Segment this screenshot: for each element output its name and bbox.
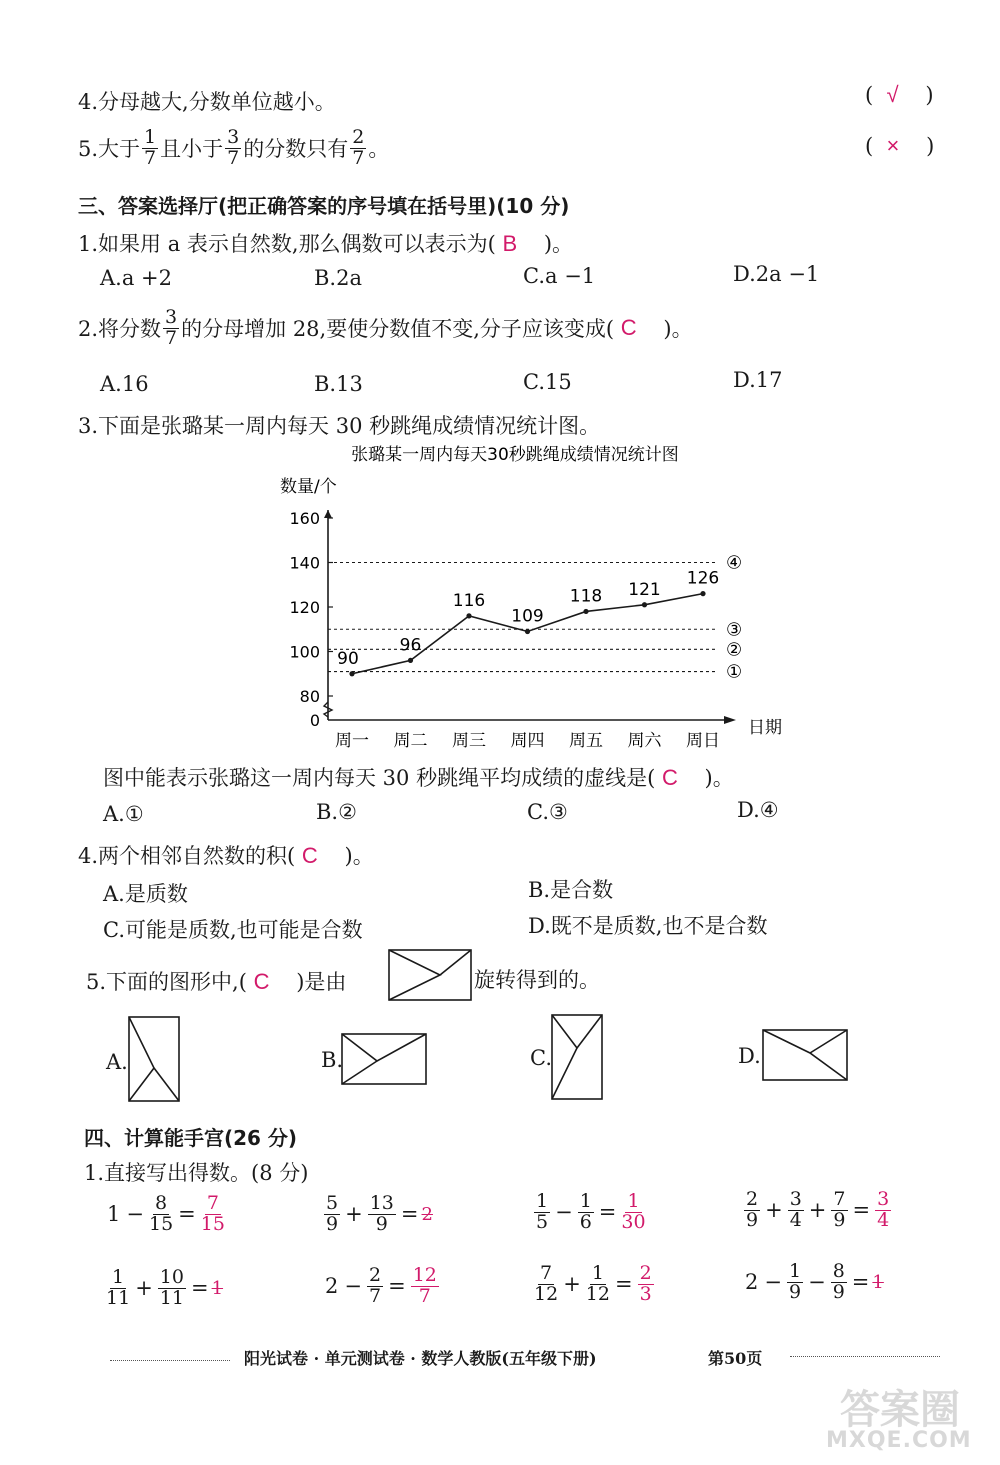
- judge-q5: 5.大于 $\frac{1}{7}$ 且小于 $\frac{3}{7}$ 的分数只有 $\frac{2}{7}$ 。: [78, 126, 390, 169]
- calc-6: 2 − $\frac{2}{7}$ = $\frac{12}{7}$: [325, 1264, 437, 1307]
- s3-q5-pre: 5.下面的图形中,( C )是由: [86, 969, 347, 994]
- fraction: $\frac{1}{7}$: [144, 126, 157, 169]
- reference-shape: [388, 949, 472, 1001]
- fraction: $\frac{8}{9}$: [832, 1260, 845, 1303]
- data-label: 109: [511, 606, 544, 627]
- s3-q5-post: 旋转得到的。: [474, 968, 600, 992]
- s3-q1-option-c: C.a −1: [523, 264, 596, 288]
- s3-q3-question: 图中能表示张璐这一周内每天 30 秒跳绳平均成绩的虚线是( C )。: [103, 765, 734, 790]
- judge-q4-answer-bracket: ( √ ): [865, 82, 934, 107]
- y-tick-label: 140: [289, 553, 320, 573]
- data-point: [583, 609, 588, 614]
- data-point: [349, 671, 354, 676]
- s3-q4-option-a: A.是质数: [103, 882, 188, 906]
- fraction: $\frac{10}{11}$: [159, 1266, 184, 1309]
- s3-q4-option-b: B.是合数: [528, 878, 614, 902]
- s3-q5-option-c: C.: [530, 1046, 552, 1070]
- data-label: 116: [452, 590, 486, 611]
- s3-q1-answer: B: [502, 231, 518, 256]
- s3-q1-option-b: B.2a: [314, 266, 362, 290]
- s3-q2-answer: C: [620, 315, 637, 341]
- data-label: 118: [569, 586, 603, 607]
- fraction: $\frac{2}{9}$: [746, 1188, 759, 1231]
- y-tick-label: 100: [289, 642, 320, 662]
- fraction: $\frac{7}{12}$: [534, 1262, 559, 1305]
- fraction: $\frac{1}{11}$: [106, 1266, 131, 1309]
- fraction: $\frac{1}{5}$: [536, 1190, 549, 1233]
- s3-q3-option-d: D.④: [737, 798, 779, 822]
- footer-text: 阳光试卷 · 单元测试卷 · 数学人教版(五年级下册): [244, 1349, 597, 1368]
- judge-q5-answer: ×: [886, 133, 900, 158]
- s3-q1-option-d: D.2a −1: [733, 262, 820, 286]
- s3-q3-option-a: A.①: [103, 802, 144, 826]
- x-tick-label: 周五: [569, 731, 603, 751]
- answer-fraction: $\frac{1}{30}$: [621, 1190, 646, 1233]
- y-axis-arrow: [324, 510, 332, 518]
- answer-int: 1: [872, 1271, 884, 1293]
- shape-option-d: [762, 1029, 848, 1081]
- y-tick-label: 120: [289, 598, 320, 617]
- calc-2: $\frac{5}{9}$ + $\frac{13}{9}$ = 2: [326, 1192, 433, 1235]
- data-label: 126: [686, 568, 720, 589]
- calc-7: $\frac{7}{12}$ + $\frac{1}{12}$ = $\frac{2}{3}$: [534, 1262, 652, 1305]
- x-tick-label: 周一: [335, 731, 369, 751]
- chart-title: 张璐某一周内每天30秒跳绳成绩情况统计图: [351, 445, 679, 465]
- data-point: [408, 658, 413, 663]
- fraction: $\frac{2}{7}$: [368, 1264, 382, 1307]
- calc-5: $\frac{1}{11}$ + $\frac{10}{11}$ = 1: [106, 1266, 224, 1309]
- y-tick-label: 160: [289, 509, 320, 528]
- s3-q1-option-a: A.a +2: [100, 266, 172, 290]
- data-label: 121: [628, 579, 661, 600]
- s3-q3-option-b: B.②: [316, 800, 357, 824]
- judge-q4: 4.分母越大,分数单位越小。: [78, 90, 336, 114]
- shape-option-a: [128, 1016, 180, 1102]
- data-point: [525, 629, 530, 634]
- answer-fraction: $\frac{7}{15}$: [200, 1192, 225, 1235]
- reference-label: ④: [726, 552, 743, 574]
- s3-q5-option-d: D.: [738, 1044, 761, 1068]
- section4-sub: 1.直接写出得数。(8 分): [84, 1161, 309, 1185]
- x-tick-label: 周日: [686, 731, 720, 751]
- data-point: [466, 613, 471, 618]
- chart-xlabel: 日期: [748, 718, 782, 738]
- fraction: $\frac{7}{9}$: [833, 1188, 846, 1231]
- x-tick-label: 周二: [393, 731, 428, 751]
- fraction: $\frac{1}{6}$: [579, 1190, 592, 1233]
- footer-page: 第50页: [708, 1349, 763, 1368]
- section4-title: 四、计算能手宫(26 分): [84, 1126, 298, 1150]
- s3-q2-option-a: A.16: [100, 372, 149, 396]
- y-tick-label: 80: [299, 687, 320, 706]
- fraction: $\frac{13}{9}$: [369, 1192, 394, 1235]
- answer-fraction: $\frac{3}{4}$: [877, 1188, 890, 1231]
- calc-3: $\frac{1}{5}$ − $\frac{1}{6}$ = $\frac{1}{30}$: [536, 1190, 646, 1233]
- answer-int: 2: [421, 1203, 433, 1225]
- s3-q5-option-b: B.: [321, 1048, 344, 1072]
- data-point: [700, 591, 705, 596]
- x-tick-label: 周四: [510, 731, 545, 751]
- reference-label: ②: [726, 639, 743, 661]
- calc-1: 1 − $\frac{8}{15}$ = $\frac{7}{15}$: [107, 1192, 225, 1235]
- s3-q2-option-b: B.13: [314, 372, 363, 396]
- fraction: $\frac{3}{4}$: [789, 1188, 802, 1231]
- footer-rule-left: [110, 1360, 230, 1361]
- s3-q4-answer: C: [301, 843, 318, 868]
- fraction: $\frac{1}{12}$: [585, 1262, 610, 1305]
- fraction: $\frac{1}{9}$: [788, 1260, 802, 1303]
- reference-label: ③: [726, 619, 743, 641]
- s3-q2-option-d: D.17: [733, 368, 783, 392]
- fraction: $\frac{3}{7}$: [227, 126, 240, 169]
- chart-ylabel: 数量/个: [280, 477, 337, 497]
- s3-q2: 2.将分数 $\frac{3}{7}$ 的分母增加 28,要使分数值不变,分子应该变成( C )。: [78, 306, 693, 349]
- fraction: $\frac{5}{9}$: [326, 1192, 339, 1235]
- judge-q5-answer-bracket: ( × ): [865, 133, 935, 158]
- shape-option-c: [551, 1014, 603, 1100]
- footer-rule-right: [790, 1356, 940, 1357]
- s3-q5-option-a: A.: [106, 1050, 128, 1074]
- fraction: $\frac{3}{7}$: [165, 306, 178, 349]
- calc-8: 2 − $\frac{1}{9}$ − $\frac{8}{9}$ = 1: [745, 1260, 884, 1303]
- s3-q4-option-d: D.既不是质数,也不是合数: [528, 914, 768, 938]
- fraction: $\frac{8}{15}$: [148, 1192, 174, 1235]
- x-axis-arrow: [724, 716, 736, 724]
- x-tick-label: 周三: [452, 731, 486, 751]
- reference-label: ①: [726, 661, 743, 683]
- data-label: 90: [337, 648, 359, 669]
- s3-q3-answer: C: [661, 765, 678, 790]
- calc-4: $\frac{2}{9}$ + $\frac{3}{4}$ + $\frac{7}{9}$ = $\frac{3}{4}$: [746, 1188, 890, 1231]
- watermark-url: MXQE.COM: [826, 1428, 972, 1453]
- fraction: $\frac{2}{7}$: [352, 126, 365, 169]
- s3-q4: 4.两个相邻自然数的积( C )。: [78, 843, 374, 868]
- data-label: 96: [399, 635, 422, 656]
- answer-fraction: $\frac{12}{7}$: [412, 1264, 437, 1307]
- answer-fraction: $\frac{2}{3}$: [639, 1262, 652, 1305]
- s3-q2-option-c: C.15: [523, 370, 572, 394]
- s3-q3: 3.下面是张璐某一周内每天 30 秒跳绳成绩情况统计图。: [78, 414, 601, 438]
- s3-q3-option-c: C.③: [527, 800, 568, 824]
- judge-q4-answer: √: [886, 82, 899, 107]
- x-tick-label: 周六: [627, 731, 662, 751]
- s3-q1: 1.如果用 a 表示自然数,那么偶数可以表示为( B )。: [78, 231, 574, 256]
- shape-option-b: [341, 1033, 427, 1085]
- line-chart: [270, 438, 790, 758]
- watermark-logo: 答案圈: [840, 1387, 960, 1433]
- s3-q4-option-c: C.可能是质数,也可能是合数: [103, 918, 363, 942]
- data-point: [642, 602, 647, 607]
- section3-title: 三、答案选择厅(把正确答案的序号填在括号里)(10 分): [78, 194, 570, 218]
- s3-q5-answer: C: [253, 969, 270, 994]
- answer-int: 1: [211, 1277, 224, 1299]
- y-tick-label: 0: [309, 711, 320, 730]
